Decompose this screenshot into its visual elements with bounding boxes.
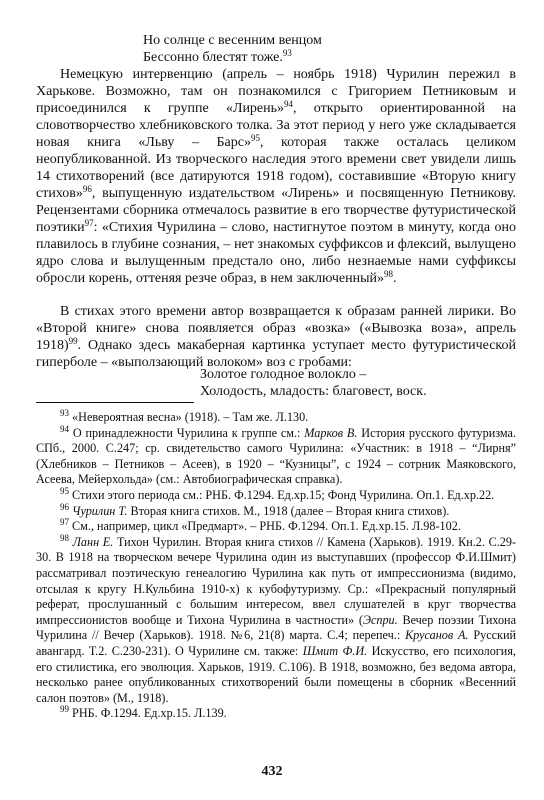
footnote-ref[interactable]: 98 xyxy=(384,269,394,279)
poem-line: Холодость, младость: благовест, воск. xyxy=(200,384,427,399)
poem-quote-bottom xyxy=(200,366,427,400)
body-paragraph-1: Немецкую интервенцию (апрель – ноябрь 1918) Чурилин пережил в Харькове. Возможно, там он познакомился с Григорием Петниковым и присоединился к группе «Лирень»$^{94}$, открыто ориентированной на словотворчество хлебниковского толка. За этот период у него уже складывается новая книга «Льву – Барс»$^{95}$, которая также осталась целиком неопубликованной. Из творческого наследия этого времени свет увидели лишь 14 стихотворений (все датируются 1918 годом), составившие «Вторую книгу стихов»$^{96}$, выпущенную издательством «Лирень» и посвященную Петникову. Рецензентами сборника отмечалось развитие в его творчестве футуристической поэтики$^{97}$: «Стихия Чурилина – слово, настигнутое поэтом в минуту, когда оно плавилось в глубине сознания, – нет знакомых суффиксов и флексий, вылущено ядро слова и вылущенным предстало оно, либо незнаемые нами суффиксы обросли корень, оттеняя резче образ, в нем заключенный»$^{98}$. xyxy=(36,67,516,286)
poem-line: Но солнце с весенним венцом xyxy=(143,33,322,48)
footnote-ref[interactable]: 96 xyxy=(82,184,92,194)
footnote-99: $^{99}$ РНБ. Ф.1294. Ед.хр.15. Л.139. xyxy=(60,704,227,721)
footnote-ref[interactable]: 94 xyxy=(284,99,294,109)
poem-line: Бессонно блестят тоже.$^{93}$ xyxy=(143,48,292,65)
footnote-94: $^{94}$ О принадлежности Чурилина к группе см.: Марков В. История русского футуризма. СПб., 2000. С.247; ср. свидетельство самого Чурилина: «Участник: в 1918 – “Лирня” (Хлебников – Петников – Асеев), в 1920 – “Кузницы”, с 1924 – сотрник Маяковского, Асеева, Мейерхольда» (см.: Автобиографическая справка). xyxy=(36,423,516,487)
footnote-ref[interactable]: 97 xyxy=(84,218,94,228)
footnote-97: $^{97}$ См., например, цикл «Предмарт». – РНБ. Ф.1294. Оп.1. Ед.хр.15. Л.98-102. xyxy=(60,517,461,534)
footnote-95: $^{95}$ Стихи этого периода см.: РНБ. Ф.1294. Ед.хр.15; Фонд Чурилина. Оп.1. Ед.хр.22. xyxy=(60,485,495,502)
footnote-ref[interactable]: 95 xyxy=(250,133,260,143)
footnote-93: $^{93}$ «Невероятная весна» (1918). – Там же. Л.130. xyxy=(60,408,309,424)
poem-line: Золотое голодное волокло – xyxy=(200,367,367,382)
poem-quote-top xyxy=(143,32,322,66)
footnotes xyxy=(36,410,516,722)
body-paragraph-2: В стихах этого времени автор возвращается к образам ранней лирики. Во «Второй книге» снова появляется образ «возка» («Вывозка воза», апрель 1918)$^{99}$. Однако здесь макаберная картинка уступает место футуристической гиперболе – «выползающий волоком» воз с гробами: xyxy=(36,304,516,370)
page-number: 432 xyxy=(261,764,283,779)
footnote-98: $^{98}$ Ланн Е. Тихон Чурилин. Вторая книга стихов // Камена (Харьков). 1919. Кн.2. С.29-30. В 1918 на творческом вечере Чурилина один из выступавших (профессор Ф.И.Шмит) рассматривал поэтическую генеалогию Чурилина как путь от импрессионизма (видимо, отсылая к кругу Н.Кульбина 1910-х) к кубофутуризму. Ср.: «Прекрасный популярный реферат, прослушанный с большим интересом, ввел слушателей в круг творчества импрессионистов вообще и Тихона Чурилина в частности» (Эспри. Вечер поэзии Тихона Чурилина // Вечер (Харьков). 1918. №6, 21(8) марта. С.4; перепеч.: Крусанов А. Русский авангард. Т.2. С.230-231). О Чурилине см. также: Шмит Ф.И. Искусство, его психология, его стилистика, его эволюция. Харьков, 1919. С.106). В 1918, возможно, без ведома автора, несколько ранее опубликованных стихотворений были помещены в сборник «Весенний салон поэтов» (М., 1918). xyxy=(36,532,517,705)
footnote-separator xyxy=(36,402,194,403)
footnote-ref[interactable]: 99 xyxy=(68,336,78,346)
footnote-96: $^{96}$ Чурилин Т. Вторая книга стихов. М., 1918 (далее – Вторая книга стихов). xyxy=(60,501,450,518)
footnote-ref[interactable]: 93 xyxy=(282,48,292,58)
